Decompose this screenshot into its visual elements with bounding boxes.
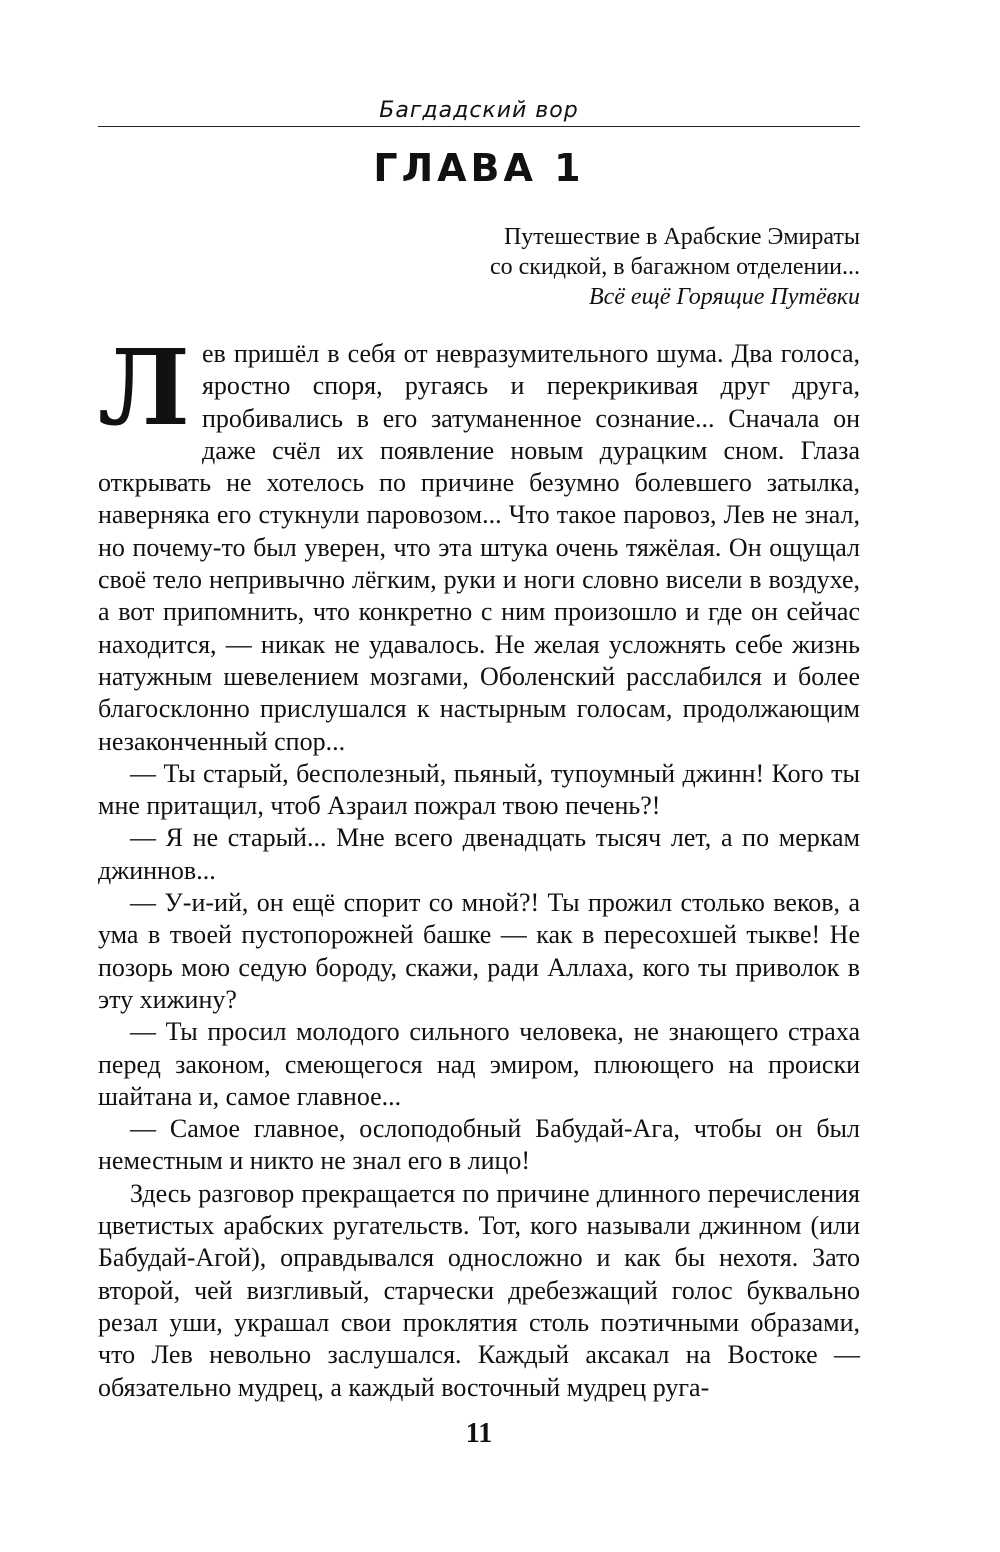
paragraph: — Самое главное, ослоподобный Бабудай-Ага, чтобы он был неместным и никто не знал его в лицо! bbox=[98, 1114, 860, 1176]
paragraph: Здесь разговор прекращается по причине длинного перечисления цветистых арабских ругательств. Тот, кого называли джинном (или Бабудай-Агой), оправдывался односложно и как бы нехотя. Зато второй, чей визгливый, старчески дребезжащий голос буквально резал уши, украшал свои проклятия столь поэтичными образами, что Лев невольно заслушался. Каждый аксакал на Востоке — обязательно мудрец, а каждый восточный мудрец руга- bbox=[98, 1178, 860, 1402]
body-text bbox=[98, 326, 860, 1404]
paragraph bbox=[98, 326, 860, 758]
epigraph-line-1: Путешествие в Арабские Эмираты bbox=[503, 224, 860, 250]
paragraph: — У-и-ий, он ещё спорит со мной?! Ты прожил столько веков, а ума в твоей пустопорожней башке — как в пересохшей тыкве! Не позорь мою седую бороду, скажи, ради Аллаха, кого ты приволок в эту хижину? bbox=[98, 888, 860, 1014]
paragraph: — Ты старый, бесполезный, пьяный, тупоумный джинн! Кого ты мне притащил, чтоб Азраил пожрал твою печень?! bbox=[98, 758, 860, 821]
chapter-title: ГЛАВА 1 bbox=[373, 146, 585, 190]
paragraph: — Ты просил молодого сильного человека, не знающего страха перед законом, смеющегося над эмиром, плюющего на происки шайтана и, самое главное... bbox=[98, 1017, 860, 1111]
running-head: Багдадский вор bbox=[379, 98, 579, 123]
drop-cap: Л bbox=[98, 326, 190, 449]
paragraph-text: ев пришёл в себя от невразумительного шума. Два голоса, яростно споря, ругаясь и перекрикивая друг друга, пробивались в его затуманенное сознание... Сначала он даже счёл их появление новым дурацким сном. Глаза открывать не хотелось по причине безумно болевшего затылка, наверняка его стукнули паровозом... Что такое паровоз, Лев не знал, но почему-то был уверен, что эта штука очень тяжёлая. Он ощущал своё тело непривычно лёгким, руки и ноги словно висели в воздухе, а вот припомнить, что конкретно с ним произошло и где он сейчас находится, — никак не удавалось. Не желая усложнять себе жизнь натужным шевелением мозгами, Оболенский расслабился и более благосклонно прислушался к настырным голосам, продолжающим незаконченный спор... bbox=[98, 339, 860, 756]
paragraph: — Я не старый... Мне всего двенадцать тысяч лет, а по меркам джиннов... bbox=[98, 823, 860, 885]
epigraph bbox=[430, 222, 860, 312]
page-number: 11 bbox=[465, 1418, 493, 1449]
header-rule bbox=[98, 126, 860, 127]
epigraph-line-2: со скидкой, в багажном отделении... bbox=[489, 254, 860, 280]
epigraph-source: Всё ещё Горящие Путёвки bbox=[588, 284, 860, 310]
